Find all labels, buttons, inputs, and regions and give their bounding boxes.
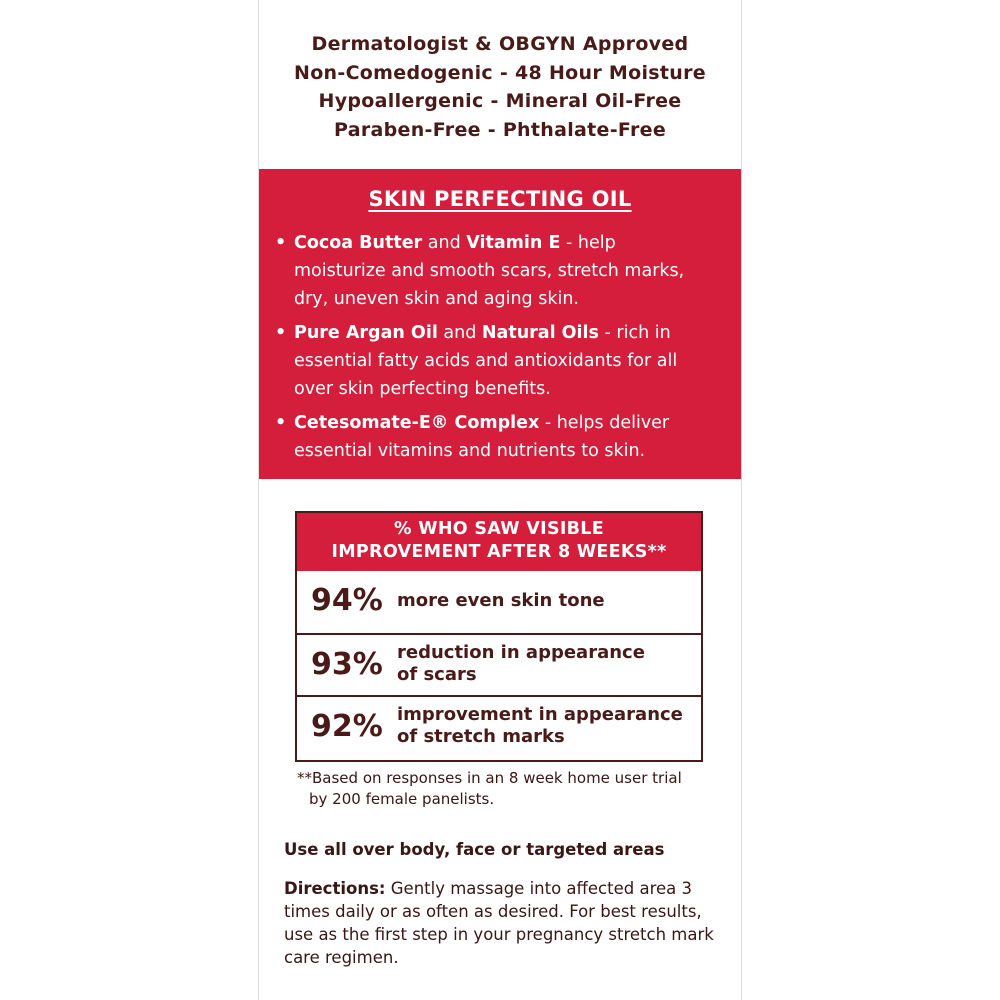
benefit-text: moisturize and smooth scars, stretch marks, — [294, 261, 685, 281]
product-benefits-section — [259, 169, 741, 479]
bullet-glyph: • — [275, 323, 287, 343]
directions-text: Directions: Gently massage into affected area 3 times daily or as often as desired. For best results, use as the first step in your pregnancy stretch mark care regimen. — [284, 879, 714, 967]
benefit-text: Pure Argan Oil and Natural Oils - rich in — [294, 323, 671, 343]
claim-line: Non-Comedogenic - 48 Hour Moisture — [294, 61, 706, 84]
claim-line: Paraben-Free - Phthalate-Free — [333, 118, 667, 141]
result-percent: 93% — [311, 647, 383, 682]
claim-line: Dermatologist & OBGYN Approved — [311, 33, 689, 55]
result-description: improvement in appearance of stretch marks — [397, 704, 683, 747]
result-row — [297, 633, 701, 695]
benefit-list — [275, 229, 735, 471]
result-percent: 92% — [311, 709, 383, 744]
result-description: more even skin tone — [397, 590, 605, 611]
benefit-text: Cocoa Butter and Vitamin E - help — [294, 233, 616, 253]
product-title: SKIN PERFECTING OIL — [368, 187, 632, 211]
results-table — [295, 511, 703, 762]
bullet-glyph: • — [275, 413, 287, 433]
results-heading: % WHO SAW VISIBLE IMPROVEMENT AFTER 8 WEEKS** — [297, 513, 701, 571]
benefit-text: essential vitamins and nutrients to skin. — [294, 441, 646, 461]
benefit-text: Cetesomate-E® Complex - helps deliver — [294, 413, 670, 433]
result-row — [297, 695, 701, 757]
benefit-item — [275, 229, 735, 313]
product-label-panel — [258, 0, 742, 1000]
result-description: reduction in appearance of scars — [397, 642, 645, 685]
study-footnote: **Based on responses in an 8 week home user trial by 200 female panelists. — [297, 769, 682, 808]
directions-label: Directions: — [284, 879, 386, 898]
benefit-text: essential fatty acids and antioxidants for all — [294, 351, 678, 371]
result-percent: 94% — [311, 583, 383, 618]
claim-line: Hypoallergenic - Mineral Oil-Free — [318, 90, 682, 112]
benefit-item — [275, 319, 735, 403]
product-claims — [259, 30, 741, 144]
benefit-text: over skin perfecting benefits. — [294, 379, 551, 399]
benefit-text: dry, uneven skin and aging skin. — [294, 289, 579, 309]
bullet-glyph: • — [275, 233, 287, 253]
usage-note: Use all over body, face or targeted areas — [284, 840, 665, 859]
result-row — [297, 571, 701, 633]
benefit-item — [275, 409, 735, 465]
